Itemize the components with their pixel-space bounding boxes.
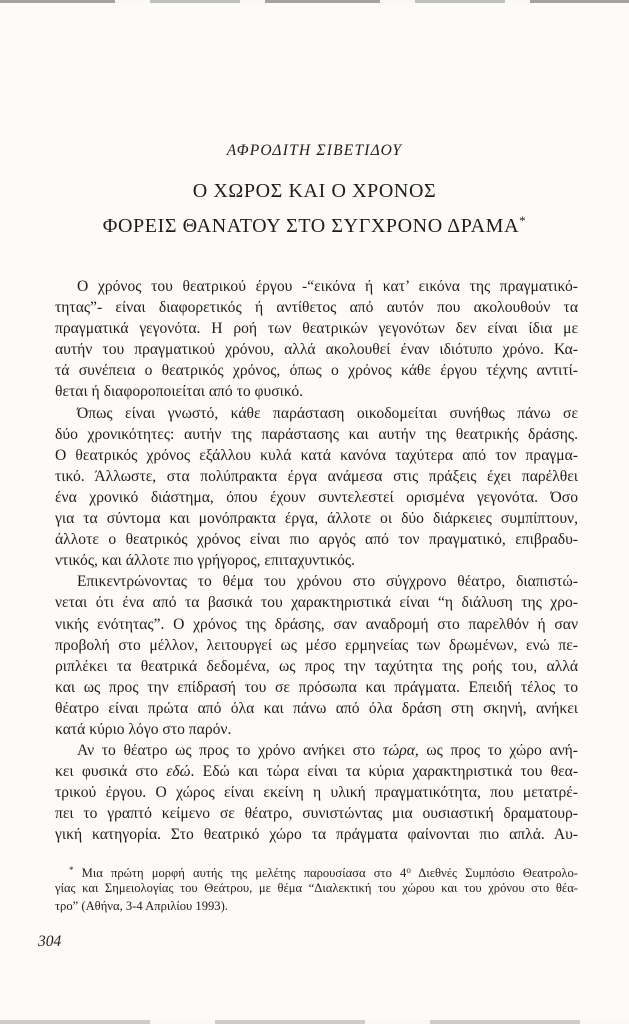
text-line [55,656,578,677]
article-body [55,276,578,846]
text-segment: κατά κύριο λόγο στο παρόν. [55,720,232,738]
text-segment: Όπως είναι γνωστό, κάθε παράσταση οικοδομείται συνήθως πάνω σε [77,404,578,422]
text-line [55,740,578,761]
text-line [55,782,578,803]
article-title [0,177,629,241]
scan-edge-top [0,0,629,3]
footnote [55,862,578,915]
text-segment: τητας”- είναι διαφορετικός ή αντίθετος από αυτόν που ακολουθούν τα [55,299,578,317]
text-segment: τικό. Άλλωστε, στα πολύπρακτα έργα ανάμεσα στις πράξεις έχει παρέλθει [55,467,578,485]
scan-edge-bottom [0,1020,629,1024]
title-footnote-marker: * [519,213,527,228]
text-segment: για τα σύντομα και μονόπρακτα έργα, άλλοτε οι δύο διάρκειες συμπίπτουν, [55,510,578,528]
text-segment: Αν το θέατρο ως προς το χρόνο ανήκει στο [77,742,383,760]
text-line [55,339,578,360]
text-segment: πει το γραπτό κείμενο σε θέατρο, συνιστώντας μια ουσιαστική δραματουρ- [55,805,578,823]
text-line [55,862,578,880]
text-segment: Ο θεατρικός χρόνος εξάλλου κυλά κατά κανόνα ταχύτερα από τον πραγμα- [55,446,578,464]
text-segment: ντικός, και άλλοτε πιο γρήγορος, επιταχυντικός. [55,552,356,570]
text-line [55,529,578,550]
italic-text: εδώ [166,763,191,781]
text-line [55,824,578,845]
text-line [55,276,578,297]
text-segment: νικής ενότητας”. Ο χρόνος της δράσης, σαν αναδρομή στο παρελθόν ή σαν [55,615,578,633]
text-line [55,698,578,719]
superscript-text: ο [406,865,411,875]
text-segment: θεται ή διαφοροποιείται από το φυσικό. [55,383,304,401]
text-line [55,761,578,782]
text-line [55,571,578,592]
text-segment: γική κατηγορία. Στο θεατρικό χώρο τα πράγματα φαίνονται πιο απλά. Αυ- [55,826,578,844]
title-line-1: Ο ΧΩΡΟΣ ΚΑΙ Ο ΧΡΟΝΟΣ [192,180,437,202]
text-line [55,403,578,424]
text-segment: τρο” (Αθήνα, 3-4 Απριλίου 1993). [55,898,228,913]
text-line [55,677,578,698]
text-segment: . Εδώ και τώρα είναι τα κύρια χαρακτηριστικά του θεα- [190,763,579,781]
text-line [55,803,578,824]
text-line [55,592,578,613]
text-line [55,898,578,916]
text-line [55,466,578,487]
text-segment: προβολή στο μέλλον, λειτουργεί ως μέσο ερμηνείας των δρωμένων, ενώ πε- [55,636,578,654]
text-line [55,381,578,402]
text-segment: άλλοτε ο θεατρικός χρόνος είναι πιο αργός από τον πραγματικό, επιβραδυ- [55,531,578,549]
text-line [55,445,578,466]
text-line [55,297,578,318]
text-segment: νεται ότι ένα από τα βασικά του χαρακτηριστικά είναι “η διάλυση της χρο- [55,594,578,612]
author-name: ΑΦΡΟΔΙΤΗ ΣΙΒΕΤΙΔΟΥ [226,142,403,159]
text-segment: , ως προς το χώρο ανή- [414,742,578,760]
text-line [55,719,578,740]
text-line [55,318,578,339]
text-line [55,487,578,508]
text-segment: θέατρο είναι πρώτα από όλα και πάνω από όλα δράση στη σκηνή, ανήκει [55,699,578,717]
text-segment: Διεθνές Συμπόσιο Θεατρολο- [410,866,578,880]
text-line [55,880,578,898]
italic-text: τώρα [382,742,415,760]
text-segment: τρικού έργου. Ο χώρος είναι εκείνη η υλική πραγματικότητα, που μετατρέ- [55,784,578,802]
text-segment: κει φυσικά στο [55,763,167,781]
text-segment: Επικεντρώνοντας το θέμα του χρόνου στο σύγχρονο θέατρο, διαπιστώ- [77,573,578,591]
text-line [55,550,578,571]
text-segment: αυτήν του πραγματικού χρόνου, αλλά ακολουθεί έναν ιδιότυπο χρόνο. Κα- [55,341,578,359]
text-line [55,635,578,656]
page-number: 304 [38,933,62,950]
text-segment: τά συνέπεια ο θεατρικός χρόνος, όπως ο χρόνος κάθε έργου τέχνης αντιτί- [55,362,578,380]
text-segment: ένα χρονικό διάστημα, όπου έχουν συντελεστεί ορισμένα γεγονότα. Όσο [55,488,578,506]
text-line [55,424,578,445]
text-segment: γίας και Σημειολογίας του Θεάτρου, με θέμα “Διαλεκτική του χώρου και του χρόνου στο θέα- [55,880,578,895]
text-segment: ριπλέκει τα θεατρικά δεδομένα, ως προς την ταχύτητα της ροής του, αλλά [55,657,578,675]
text-segment: Μια πρώτη μορφή αυτής της μελέτης παρουσίασα στο 4 [73,866,407,880]
text-segment: και ως προς την επίδρασή του σε πρόσωπα και πράγματα. Επειδή τέλος το [55,678,578,696]
superscript-text: * [69,865,74,875]
text-line [55,614,578,635]
title-line-2: ΦΟΡΕΙΣ ΘΑΝΑΤΟΥ ΣΤΟ ΣΥΓΧΡΟΝΟ ΔΡΑΜΑ [102,215,520,237]
text-segment: δύο χρονικότητες: αυτήν της παράστασης και αυτήν της θεατρικής δράσης. [55,425,578,443]
text-line [55,360,578,381]
text-segment: πραγματικά γεγονότα. Η ροή των θεατρικών γεγονότων δεν είναι ίδια με [55,320,578,338]
text-segment: Ο χρόνος του θεατρικού έργου -“εικόνα ή κατ’ εικόνα της πραγματικό- [77,278,578,295]
text-line [55,508,578,529]
